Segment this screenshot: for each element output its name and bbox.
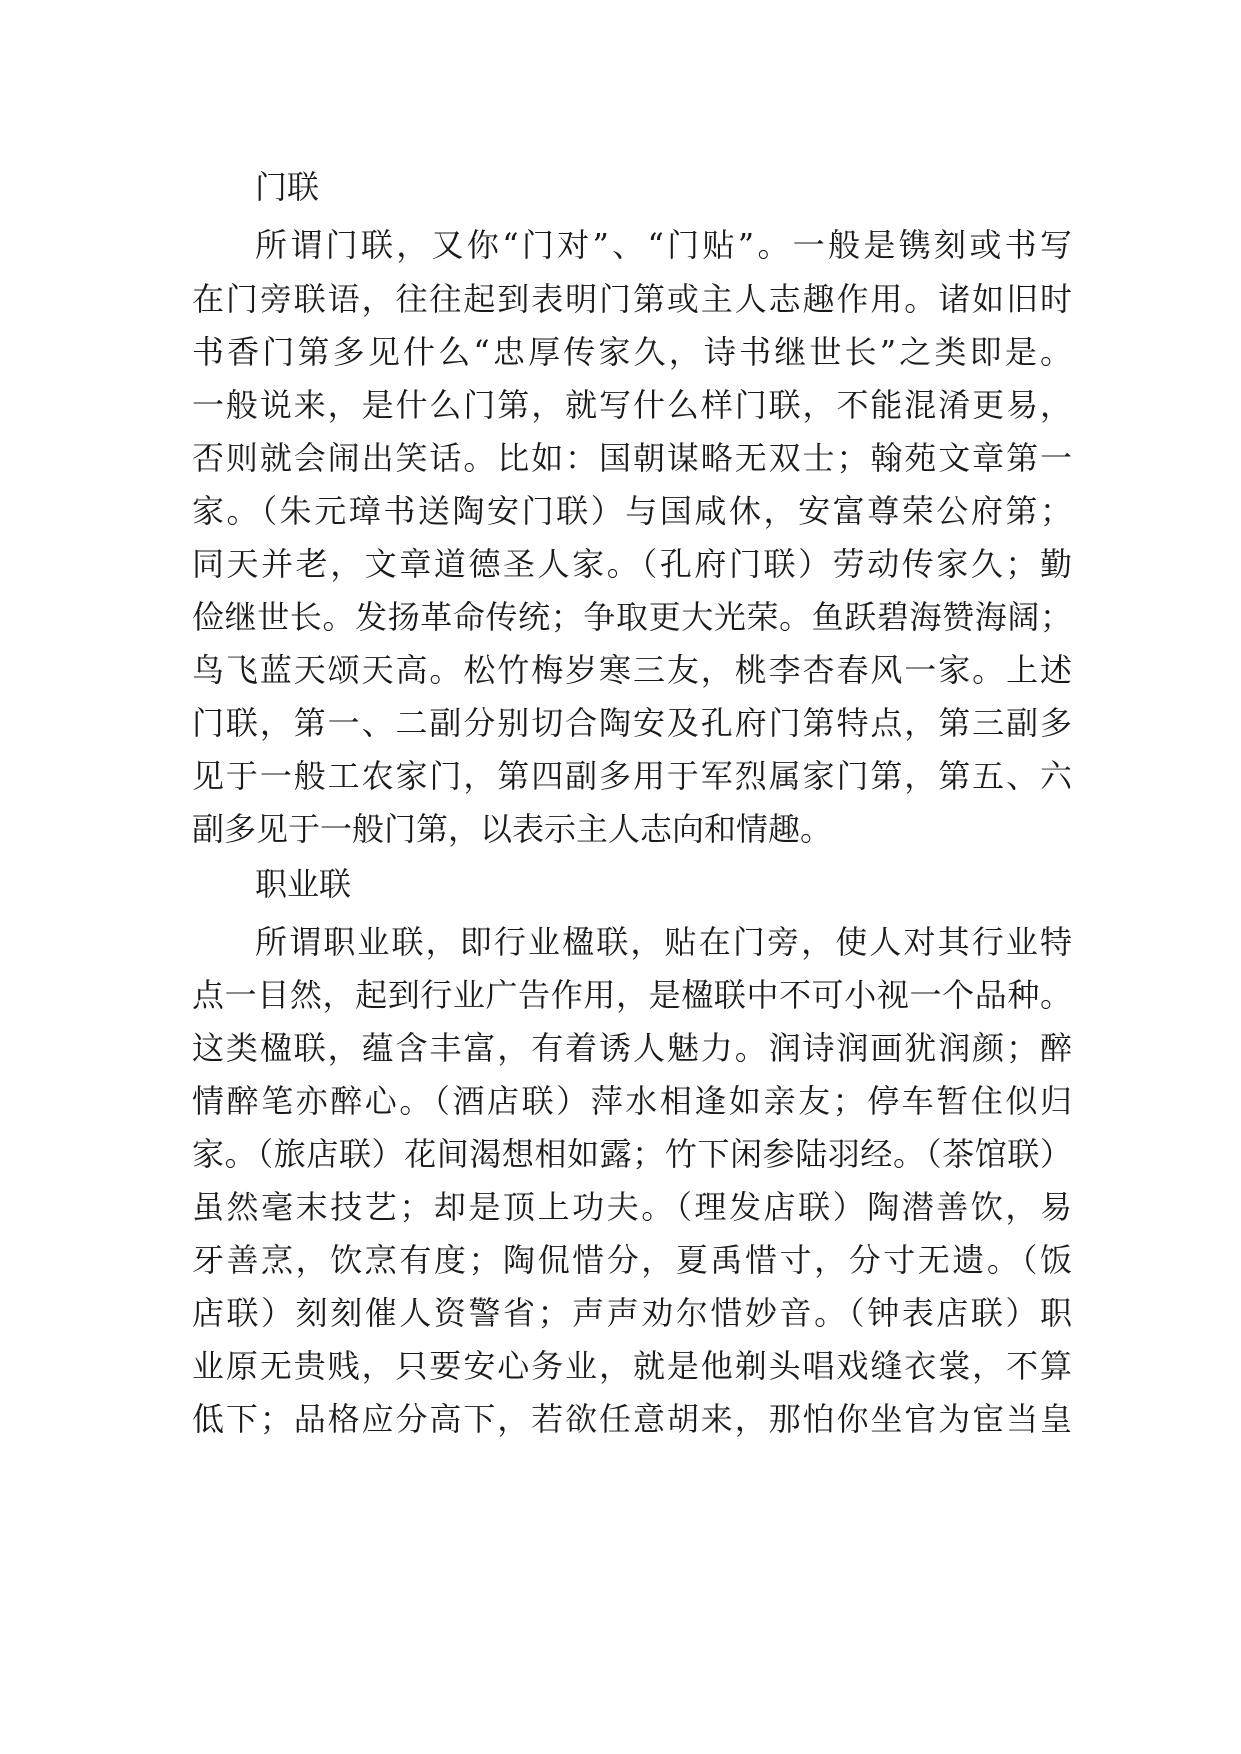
paragraph-line: 家。（旅店联）花间渴想相如露；竹下闲参陆羽经。（茶馆联）: [192, 1135, 1072, 1173]
paragraph-line: 点一目然，起到行业广告作用，是楹联中不可小视一个品种。: [192, 976, 1072, 1014]
section-heading-menlian: 门联: [255, 168, 320, 206]
paragraph-line: 牙善烹，饮烹有度；陶侃惜分，夏禹惜寸，分寸无遗。（饭: [192, 1241, 1072, 1279]
paragraph-line: 情醉笔亦醉心。（酒店联）萍水相逢如亲友；停车暂住似归: [192, 1082, 1072, 1120]
section-heading-zhiyelian: 职业联: [255, 865, 352, 903]
paragraph-line: 在门旁联语，往往起到表明门第或主人志趣作用。诸如旧时: [192, 280, 1072, 318]
paragraph-line: 所谓门联，又你“门对”、“门贴”。一般是镌刻或书写: [255, 226, 1072, 264]
paragraph-line: 虽然毫末技艺；却是顶上功夫。（理发店联）陶潜善饮，易: [192, 1188, 1072, 1226]
paragraph-line: 门联，第一、二副分别切合陶安及孔府门第特点，第三副多: [192, 704, 1072, 742]
paragraph-line: 一般说来，是什么门第，就写什么样门联，不能混淆更易，: [192, 386, 1072, 424]
paragraph-line: 书香门第多见什么“忠厚传家久，诗书继世长”之类即是。: [192, 333, 1072, 371]
paragraph-line: 见于一般工农家门，第四副多用于军烈属家门第，第五、六: [192, 757, 1072, 795]
paragraph-line: 这类楹联，蕴含丰富，有着诱人魅力。润诗润画犹润颜；醉: [192, 1029, 1072, 1067]
paragraph-line: 俭继世长。发扬革命传统；争取更大光荣。鱼跃碧海赞海阔；: [192, 598, 1072, 636]
paragraph-line: 否则就会闹出笑话。比如：国朝谋略无双士；翰苑文章第一: [192, 439, 1072, 477]
paragraph-line: 店联）刻刻催人资警省；声声劝尔惜妙音。（钟表店联）职: [192, 1294, 1072, 1332]
paragraph-line: 家。（朱元璋书送陶安门联）与国咸休，安富尊荣公府第；: [192, 492, 1072, 530]
paragraph-line: 鸟飞蓝天颂天高。松竹梅岁寒三友，桃李杏春风一家。上述: [192, 651, 1072, 689]
paragraph-line: 所谓职业联，即行业楹联，贴在门旁，使人对其行业特: [255, 923, 1072, 961]
paragraph-line: 同天并老，文章道德圣人家。（孔府门联）劳动传家久；勤: [192, 545, 1072, 583]
paragraph-line: 低下；品格应分高下，若欲任意胡来，那怕你坐官为宦当皇: [192, 1400, 1072, 1438]
paragraph-line: 业原无贵贱，只要安心务业，就是他剃头唱戏缝衣裳，不算: [192, 1347, 1072, 1385]
paragraph-line: 副多见于一般门第，以表示主人志向和情趣。: [192, 810, 833, 848]
